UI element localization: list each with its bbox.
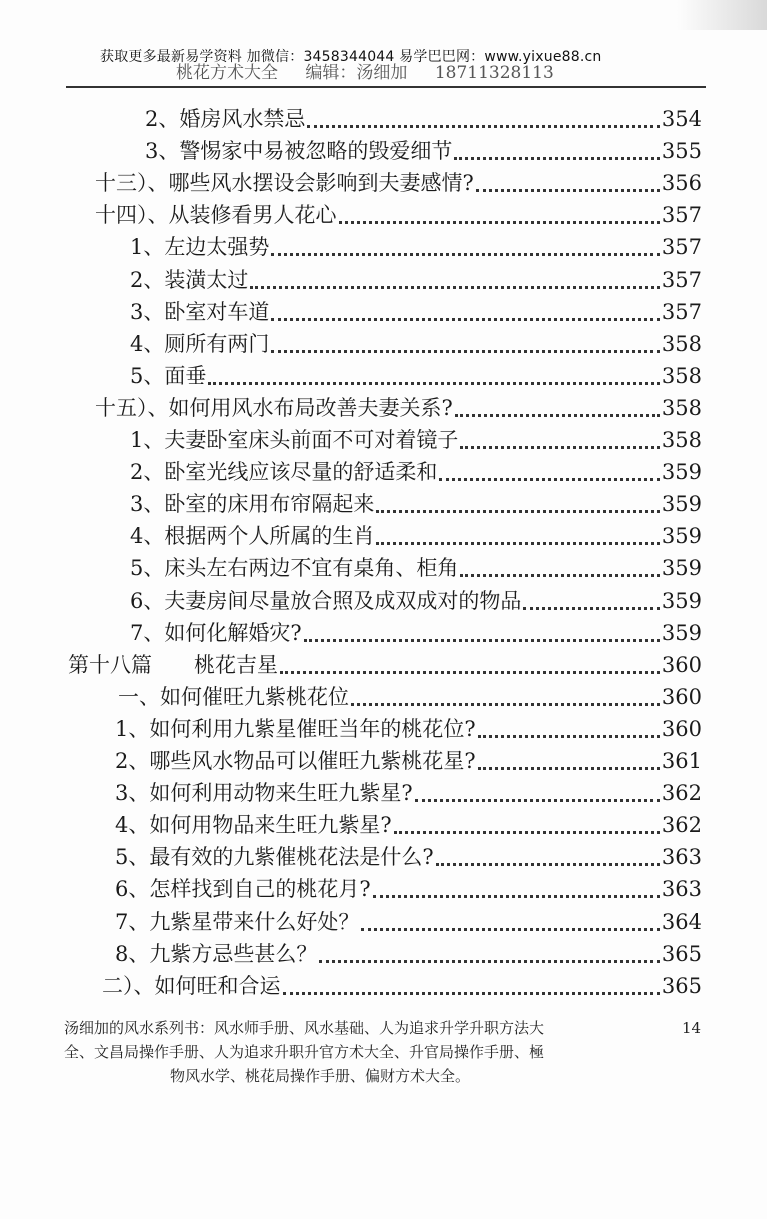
toc-entry-title: 第十八篇 桃花吉星 <box>68 652 278 677</box>
toc-entry <box>102 969 702 999</box>
footer-line-1: 汤细加的风水系列书：风水师手册、风水基础、人为追求升学升职方法大 <box>64 1019 545 1037</box>
toc-entry <box>115 744 702 774</box>
toc-entry <box>115 905 702 935</box>
toc-entry-title: 3、警惕家中易被忽略的毁爱细节 <box>145 139 453 164</box>
toc-entry <box>130 423 702 453</box>
toc-entry <box>95 198 702 228</box>
toc-entry <box>130 327 702 357</box>
dot-leader <box>439 456 660 481</box>
toc-entry-title: 4、厕所有两门 <box>130 331 270 356</box>
toc-entry-page: 360 <box>661 684 702 709</box>
toc-entry-title: 6、怎样找到自己的桃花月? <box>115 877 371 902</box>
toc-entry-page: 359 <box>661 620 702 645</box>
toc-entry <box>115 840 702 870</box>
watermark-text: 获取更多最新易学资料 加微信：3458344044 易学巴巴网：www.yixue88.cn <box>100 49 602 65</box>
toc-entry-title: 1、左边太强势 <box>130 235 270 260</box>
toc-entry <box>130 295 702 325</box>
toc-entry <box>115 776 702 806</box>
dot-leader <box>339 199 660 224</box>
toc-entry <box>130 359 702 389</box>
dot-leader <box>476 167 660 192</box>
toc-entry-title: 8、九紫方忌些甚么？ <box>115 941 318 966</box>
toc-entry-page: 359 <box>661 460 702 485</box>
toc-entry-title: 4、根据两个人所属的生肖 <box>130 524 375 549</box>
dot-leader <box>250 264 660 289</box>
toc-entry <box>130 616 702 646</box>
toc-entry-title: 1、如何利用九紫星催旺当年的桃花位? <box>115 716 476 741</box>
toc-entry-title: 2、婚房风水禁忌 <box>145 107 306 131</box>
toc-entry-page: 358 <box>661 331 702 356</box>
toc-entry-page: 357 <box>661 203 702 228</box>
toc-entry-title: 3、如何利用动物来生旺九紫星? <box>115 781 413 806</box>
toc-entry-title: 5、面垂 <box>130 363 207 388</box>
dot-leader <box>436 841 660 866</box>
dot-leader <box>455 392 660 417</box>
toc-entry-title: 5、最有效的九紫催桃花法是什么? <box>115 845 434 870</box>
toc-entry-page: 364 <box>661 909 702 934</box>
toc-entry <box>130 455 702 485</box>
toc-entry <box>95 166 702 196</box>
dot-leader <box>280 649 660 674</box>
toc-entry-page: 357 <box>661 299 702 324</box>
toc-entry <box>145 134 702 164</box>
dot-leader <box>283 970 660 995</box>
dot-leader <box>394 809 660 834</box>
dot-leader <box>319 938 660 963</box>
toc-entry-title: 6、夫妻房间尽量放合照及成双成对的物品 <box>130 588 522 613</box>
dot-leader <box>208 360 660 385</box>
toc-entry-title: 3、卧室的床用布帘隔起来 <box>130 492 375 517</box>
toc-entry-page: 362 <box>661 813 702 838</box>
toc-entry-page: 365 <box>661 973 702 998</box>
toc-entry-page: 356 <box>661 171 702 196</box>
dot-leader <box>460 552 660 577</box>
toc-entry-title: 5、床头左右两边不宜有桌角、柜角 <box>130 556 459 581</box>
toc-entry-page: 358 <box>661 363 702 388</box>
toc-entry-title: 4、如何用物品来生旺九紫星? <box>115 813 392 838</box>
toc-entry-page: 359 <box>661 524 702 549</box>
toc-entry-page: 355 <box>661 139 702 164</box>
toc-entry <box>130 519 702 549</box>
footer-line-3: 物风水学、桃花局操作手册、偏财方术大全。 <box>170 1067 471 1085</box>
editor-phone: 18711328113 <box>434 63 554 83</box>
toc-entry-title: 3、卧室对车道 <box>130 299 270 324</box>
toc-entry-title: 二）、如何旺和合运 <box>102 973 281 998</box>
toc-entry <box>130 551 702 581</box>
toc-entry-title: 1、夫妻卧室床头前面不可对着镜子 <box>130 428 459 452</box>
toc-entry-page: 363 <box>661 877 702 902</box>
toc-entry-page: 357 <box>661 235 702 260</box>
toc-entry-page: 359 <box>661 556 702 581</box>
dot-leader <box>376 520 660 545</box>
book-title: 桃花方术大全 <box>176 63 278 83</box>
dot-leader <box>304 617 660 642</box>
toc-entry-title: 十三）、哪些风水摆设会影响到夫妻感情? <box>95 171 474 196</box>
dot-leader <box>361 906 660 931</box>
toc-entry-page: 361 <box>661 749 702 773</box>
toc-entry <box>130 263 702 293</box>
toc-entry-page: 363 <box>661 845 702 870</box>
page-number: 14 <box>682 1019 702 1037</box>
toc-entry <box>115 937 702 967</box>
toc-entry-page: 358 <box>661 395 702 420</box>
dot-leader <box>271 328 660 353</box>
toc-entry-page: 357 <box>661 267 702 292</box>
toc-entry <box>130 487 702 517</box>
dot-leader <box>454 135 660 160</box>
toc-entry <box>145 102 702 132</box>
toc-entry-title: 十五）、如何用风水布局改善夫妻关系? <box>95 395 453 420</box>
toc-entry <box>115 808 702 838</box>
editor-credit: 编辑：汤细加 <box>305 63 408 83</box>
toc-entry <box>68 648 702 678</box>
dot-leader <box>478 745 660 770</box>
toc-entry-page: 354 <box>661 107 702 131</box>
toc-entry-page: 360 <box>661 716 702 741</box>
toc-entry-title: 一、如何催旺九紫桃花位 <box>118 684 349 709</box>
dot-leader <box>373 873 660 898</box>
toc-entry-page: 360 <box>661 652 702 677</box>
toc-entry <box>130 230 702 260</box>
dot-leader <box>478 713 660 738</box>
dot-leader <box>460 424 660 449</box>
toc-entry-title: 2、装潢太过 <box>130 267 249 292</box>
toc-entry-title: 7、如何化解婚灾? <box>130 620 302 645</box>
toc-entry <box>130 584 702 614</box>
dot-leader <box>523 585 660 610</box>
toc-entry <box>115 872 702 902</box>
toc-entry-title: 2、哪些风水物品可以催旺九紫桃花星? <box>115 749 476 773</box>
dot-leader <box>351 681 660 706</box>
toc-entry-page: 359 <box>661 492 702 517</box>
dot-leader <box>271 296 660 321</box>
toc-entry-page: 362 <box>661 781 702 806</box>
dot-leader <box>415 777 660 802</box>
dot-leader <box>271 231 660 256</box>
scan-shadow <box>677 0 767 30</box>
toc-entry-title: 2、卧室光线应该尽量的舒适柔和 <box>130 460 438 485</box>
toc-entry-title: 十四）、从装修看男人花心 <box>95 203 337 228</box>
toc-entry <box>95 391 702 421</box>
toc-entry-page: 365 <box>661 941 702 966</box>
header-divider <box>66 86 706 88</box>
toc-entry-page: 358 <box>661 428 702 452</box>
toc-entry <box>115 712 702 742</box>
dot-leader <box>307 103 660 128</box>
footer-line-2: 全、文昌局操作手册、人为追求升职升官方术大全、升官局操作手册、極 <box>64 1043 545 1061</box>
toc-entry-title: 7、九紫星带来什么好处？ <box>115 909 360 934</box>
toc-entry <box>118 680 702 710</box>
toc-entry-page: 359 <box>661 588 702 613</box>
dot-leader <box>376 488 660 513</box>
